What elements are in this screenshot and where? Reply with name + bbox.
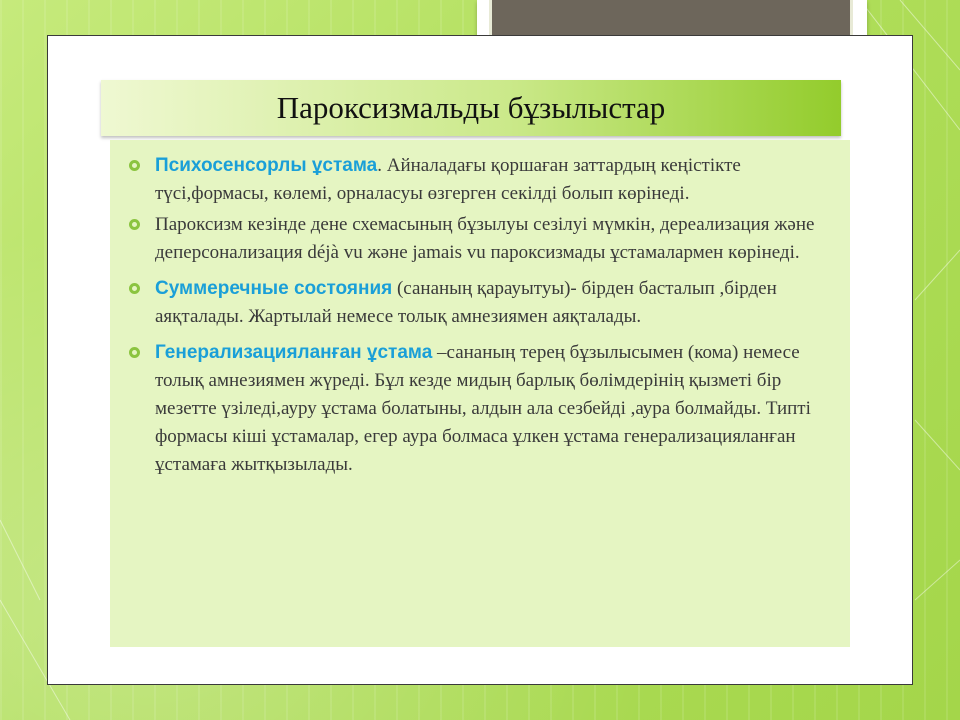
content-box bbox=[110, 140, 850, 647]
slide-title: Пароксизмальды бұзылыстар bbox=[276, 90, 666, 125]
bullet-term: Суммеречные состояния bbox=[155, 278, 393, 299]
bullet-text: . Айналадағы қоршаған заттардың кеңістікте түсі,формасы, көлемі, орналасуы өзгерген секілді болып көрінеді. bbox=[155, 155, 741, 204]
bullet-item bbox=[128, 275, 836, 331]
bullet-item bbox=[128, 211, 836, 267]
bullet-ring-icon bbox=[129, 160, 140, 171]
bullet-ring-icon bbox=[129, 347, 140, 358]
bullet-ring-icon bbox=[129, 219, 140, 230]
bullet-item bbox=[128, 152, 836, 208]
bullet-text: (сананың қарауытуы)- бірден басталып ,бірден аяқталады. Жартылай немесе толық амнезиямен аяқталады. bbox=[155, 278, 777, 327]
bullet-item bbox=[128, 339, 836, 479]
bullet-term: Генерализацияланған ұстама bbox=[155, 342, 433, 363]
bullet-ring-icon bbox=[129, 283, 140, 294]
bullet-term: Психосенсорлы ұстама bbox=[155, 155, 378, 176]
bullet-text: –сананың терең бұзылысымен (кома) немесе толық амнезиямен жүреді. Бұл кезде мидың барлық бөлімдерінің қызметі бір мезетте үзіледі,ауру ұстама болатыны, алдын ала сезбейді ,аура болмайды. Типті формасы кіші ұстамалар, егер аура болмаса ұлкен ұстама генерализацияланған ұстамаға жытқызылады. bbox=[155, 342, 811, 475]
title-bar bbox=[101, 80, 841, 136]
bullet-text: Пароксизм кезінде дене схемасының бұзылуы сезілуі мүмкін, дереализация және деперсонализация déjà vu және jamais vu пароксизмады ұстамалармен көрінеді. bbox=[155, 214, 815, 263]
